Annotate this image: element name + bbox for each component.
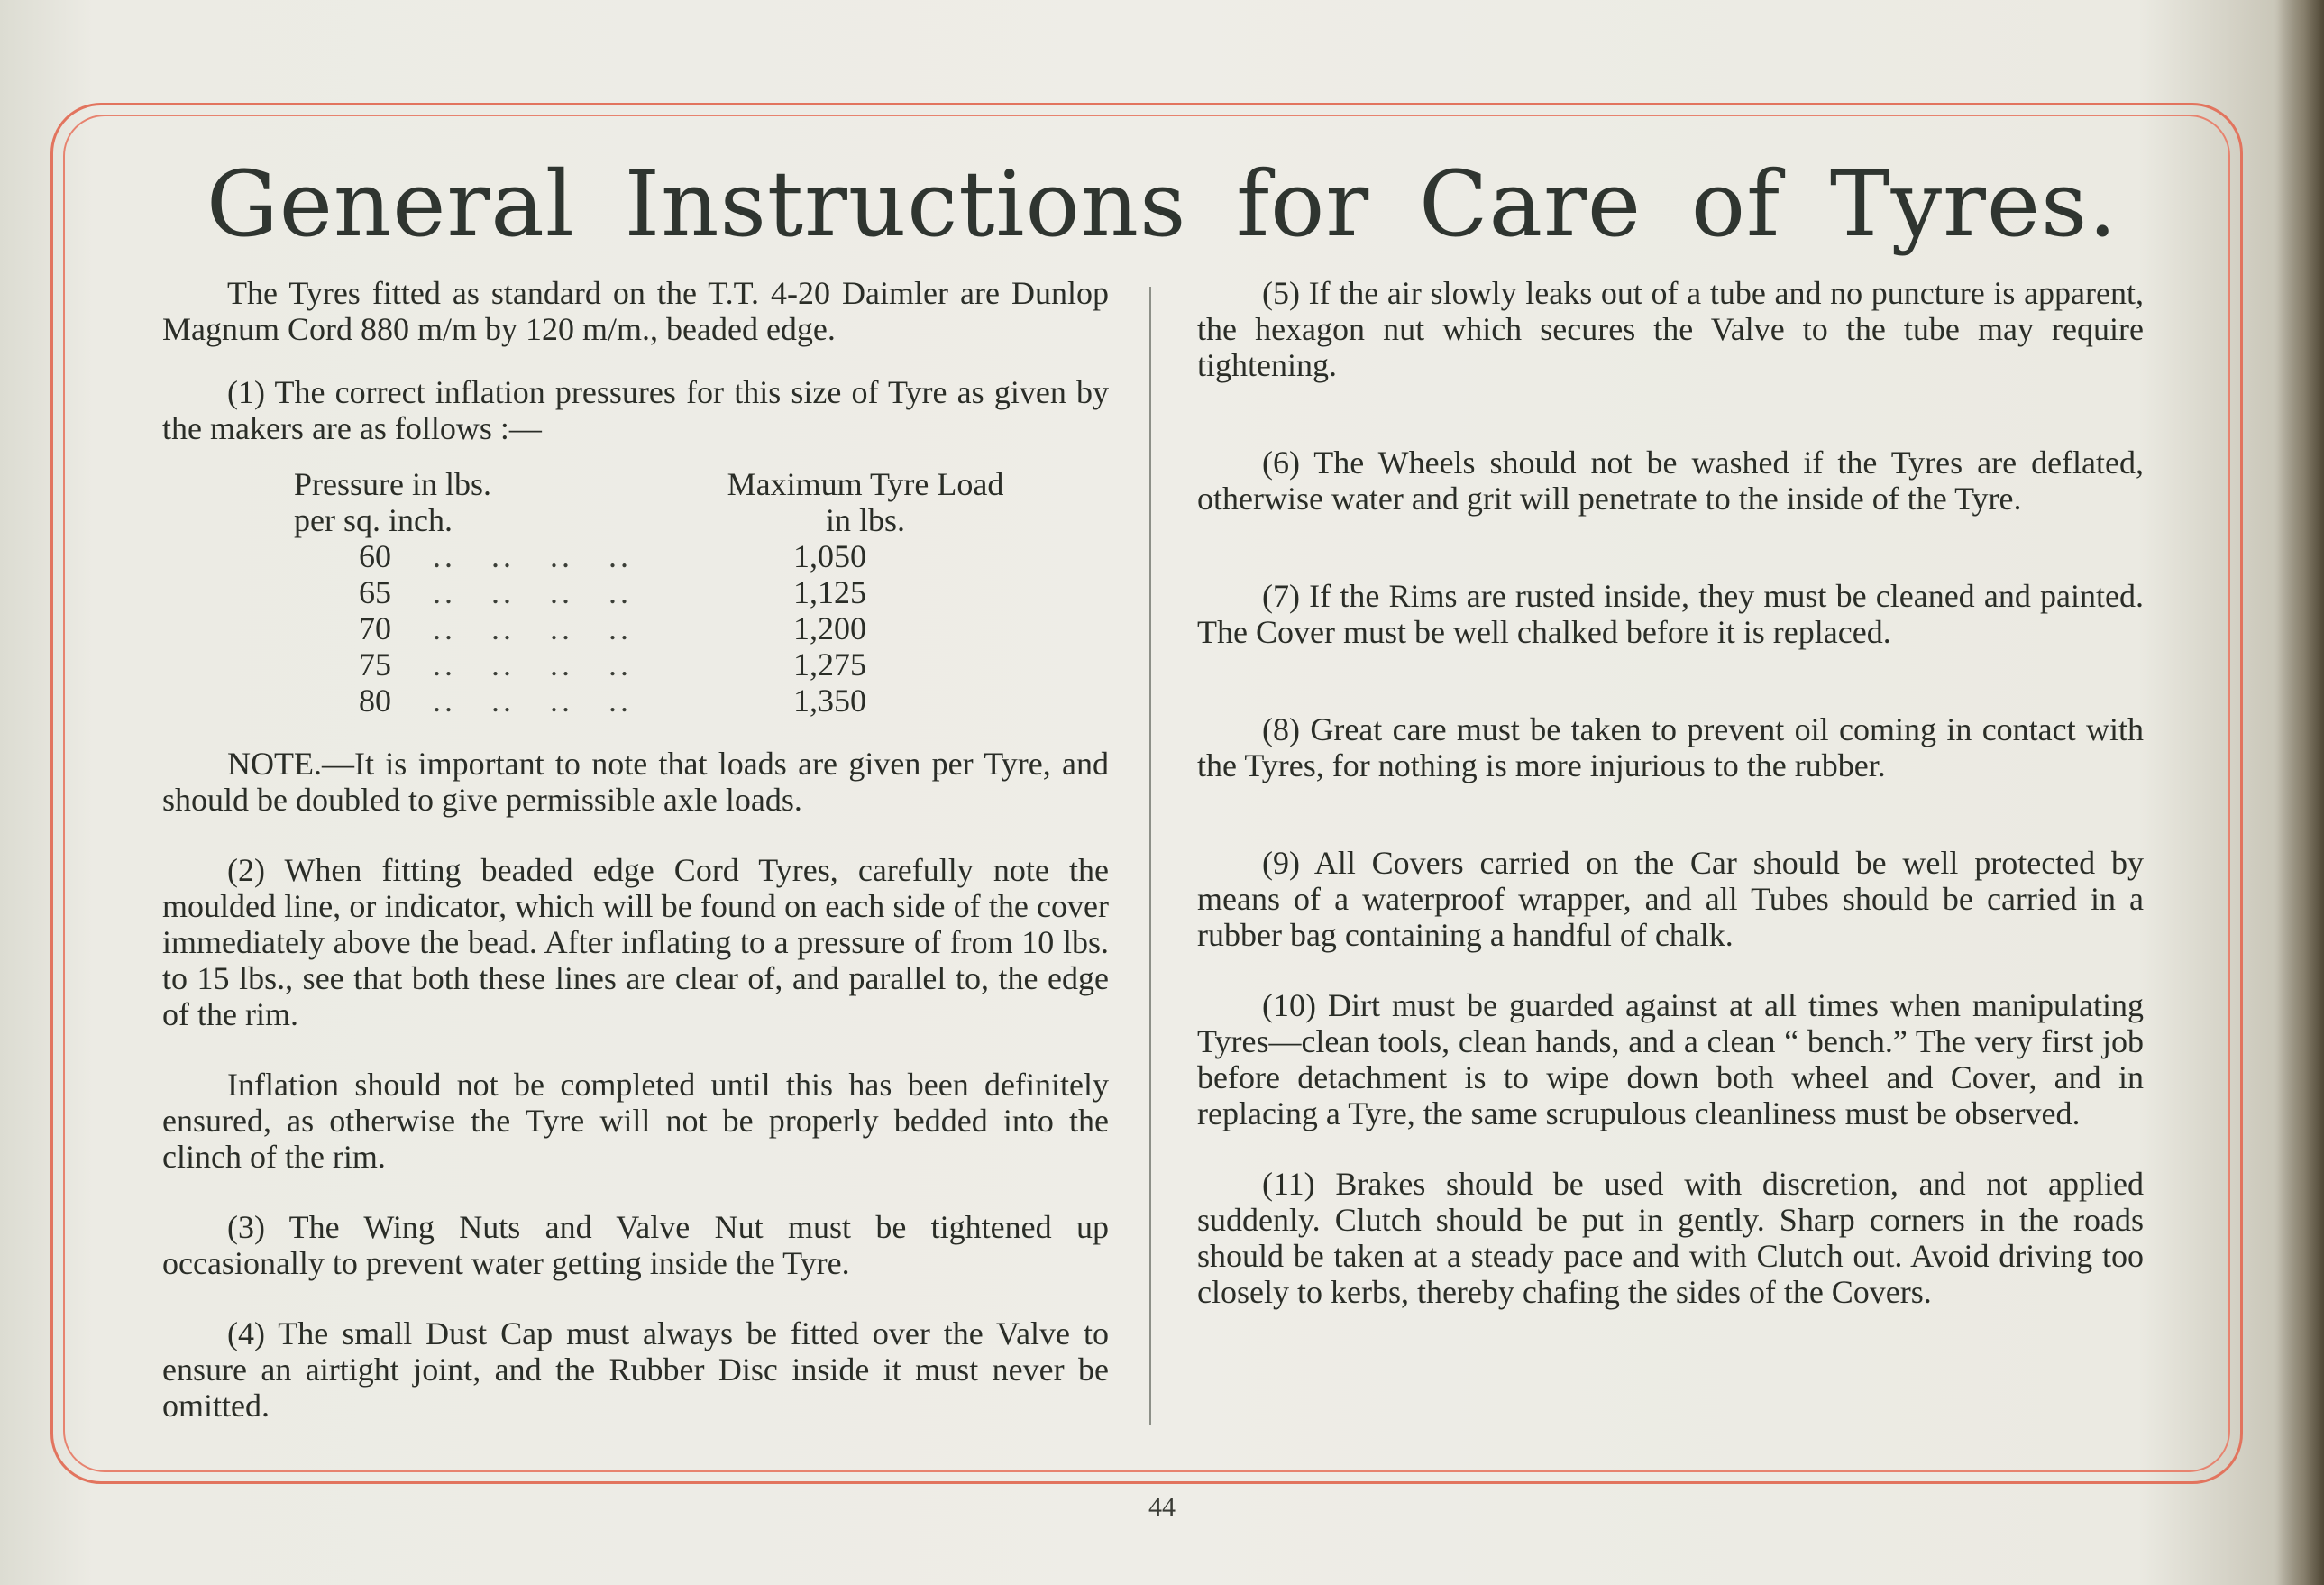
pressure-load-table: [162, 466, 1028, 719]
load-value: 1,050: [793, 538, 866, 574]
table-row: [162, 646, 1028, 683]
instruction-4: (4) The small Dust Cap must always be fitted over the Valve to ensure an airtight joint, and the Rubber Disc inside it must never be omitted.: [162, 1315, 1109, 1424]
table-row: [162, 538, 1028, 574]
load-value: 1,200: [793, 610, 866, 646]
instruction-5: (5) If the air slowly leaks out of a tube and no puncture is apparent, the hexagon nut which secures the Valve to the tube may require tightening.: [1197, 275, 2144, 383]
instruction-11: (11) Brakes should be used with discretion, and not applied suddenly. Clutch should be put in gently. Sharp corners in the roads should be taken at a steady pace and with Clutch out. Avoid driving too closely to kerbs, thereby chafing the sides of the Covers.: [1197, 1166, 2144, 1310]
table-row: [162, 610, 1028, 646]
column-divider: [1149, 287, 1151, 1425]
instruction-7: (7) If the Rims are rusted inside, they must be cleaned and painted. The Cover must be well chalked before it is replaced.: [1197, 578, 2144, 650]
pressure-value: 65: [359, 574, 391, 610]
load-value: 1,125: [793, 574, 866, 610]
pressure-value: 80: [359, 683, 391, 719]
page-title: General Instructions for Care of Tyres.: [206, 151, 2118, 257]
leader-dots: .. .. .. ..: [433, 610, 632, 646]
leader-dots: .. .. .. ..: [433, 538, 632, 574]
instruction-10: (10) Dirt must be guarded against at all times when manipulating Tyres—clean tools, clean hands, and a clean “ bench.” The very first job before detachment is to wipe down both wheel and Cover, and in replacing a Tyre, the same scrupulous cleanliness must be observed.: [1197, 987, 2144, 1131]
note-paragraph: NOTE.—It is important to note that loads are given per Tyre, and should be doubled to give permissible axle loads.: [162, 746, 1109, 818]
instruction-8: (8) Great care must be taken to prevent oil coming in contact with the Tyres, for nothing is more injurious to the rubber.: [1197, 711, 2144, 783]
left-column: [162, 275, 1109, 1424]
table-row: [162, 683, 1028, 719]
pressure-value: 60: [359, 538, 391, 574]
instruction-1: (1) The correct inflation pressures for this size of Tyre as given by the makers are as follows :—: [162, 374, 1109, 446]
intro-paragraph: The Tyres fitted as standard on the T.T. 4-20 Daimler are Dunlop Magnum Cord 880 m/m by 120 m/m., beaded edge.: [162, 275, 1109, 347]
instruction-6: (6) The Wheels should not be washed if the Tyres are deflated, otherwise water and grit will penetrate to the inside of the Tyre.: [1197, 444, 2144, 517]
leader-dots: .. .. .. ..: [433, 683, 632, 719]
load-header-line2: in lbs.: [825, 502, 905, 538]
table-header: [162, 466, 1028, 538]
load-value: 1,275: [793, 646, 866, 683]
right-column: [1197, 275, 2144, 1310]
table-row: [162, 574, 1028, 610]
load-value: 1,350: [793, 683, 866, 719]
leader-dots: .. .. .. ..: [433, 646, 632, 683]
pressure-header-line1: Pressure in lbs.: [294, 466, 491, 502]
load-header-line1: Maximum Tyre Load: [727, 466, 1004, 502]
instruction-2: (2) When fitting beaded edge Cord Tyres, carefully note the moulded line, or indicator, which will be found on each side of the cover immediately above the bead. After inflating to a pressure of from 10 lbs. to 15 lbs., see that both these lines are clear of, and parallel to, the edge of the rim.: [162, 852, 1109, 1032]
page-number: 44: [1148, 1492, 1176, 1522]
pressure-header-line2: per sq. inch.: [294, 502, 453, 538]
instruction-3: (3) The Wing Nuts and Valve Nut must be tightened up occasionally to prevent water getting inside the Tyre.: [162, 1209, 1109, 1281]
pressure-value: 75: [359, 646, 391, 683]
pressure-value: 70: [359, 610, 391, 646]
instruction-2-continued: Inflation should not be completed until this has been definitely ensured, as otherwise the Tyre will not be properly bedded into the clinch of the rim.: [162, 1067, 1109, 1175]
instruction-9: (9) All Covers carried on the Car should be well protected by means of a waterproof wrapper, and all Tubes should be carried in a rubber bag containing a handful of chalk.: [1197, 845, 2144, 953]
leader-dots: .. .. .. ..: [433, 574, 632, 610]
